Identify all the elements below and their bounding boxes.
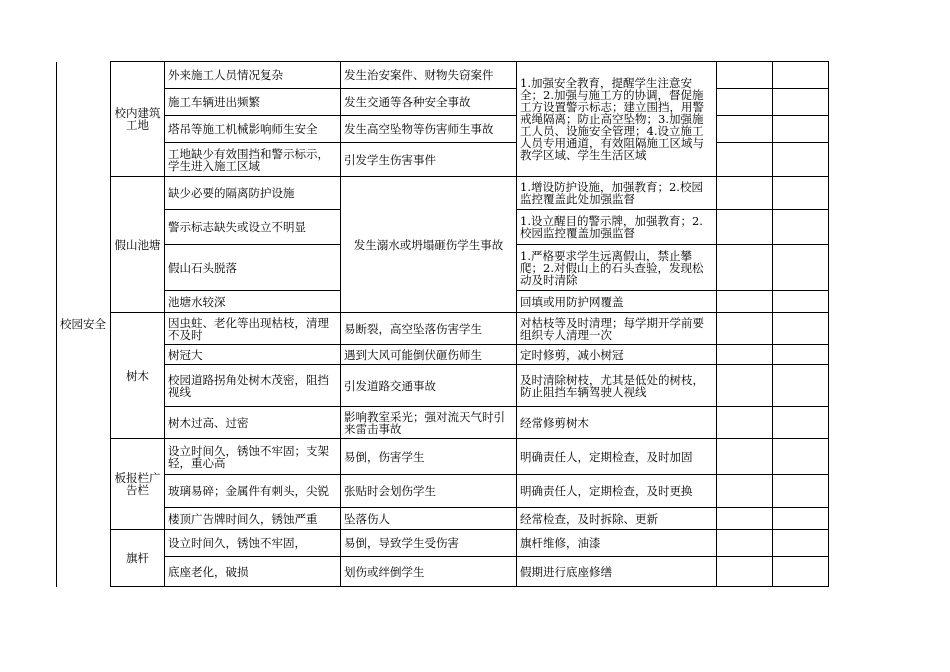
blank-cell: [773, 291, 829, 313]
table-row: [57, 62, 877, 89]
blank-cell: [773, 407, 829, 439]
measure-cell: 1.设立醒目的警示牌，加强教育；2.校园监控覆盖加强监督: [517, 210, 717, 245]
measure-cell: 经常检查，及时拆除、更新: [517, 508, 717, 530]
blank-cell: [773, 313, 829, 345]
blank-cell: [773, 365, 829, 407]
risk-cell: 引发学生伤害事件: [341, 143, 517, 177]
table-row: [57, 557, 877, 587]
table-row: [57, 345, 877, 365]
hazard-cell: 池塘水较深: [165, 291, 341, 313]
table-row: [57, 177, 877, 210]
measure-cell: 定时修剪，减小树冠: [517, 345, 717, 365]
risk-cell: 发生治安案件、财物失窃案件: [341, 62, 517, 89]
measure-cell: 回填或用防护网覆盖: [517, 291, 717, 313]
hazard-cell: 底座老化，破损: [165, 557, 341, 587]
hazard-cell: 树木过高、过密: [165, 407, 341, 439]
category-flagpole: 旗杆: [111, 530, 165, 587]
risk-cell: 发生高空坠物等伤害师生事故: [341, 116, 517, 143]
category-trees: 树木: [111, 313, 165, 439]
risk-cell: 张贴时会划伤学生: [341, 475, 517, 508]
risk-cell: 发生交通等各种安全事故: [341, 89, 517, 116]
measure-cell: 旗杆维修，油漆: [517, 530, 717, 557]
risk-cell: 遇到大风可能倒伏砸伤师生: [341, 345, 517, 365]
blank-cell: [773, 116, 829, 143]
blank-cell: [717, 116, 773, 143]
section-label: 校园安全: [57, 62, 111, 587]
measure-cell: 1.增设防护设施，加强教育；2.校园监控覆盖此处加强监督: [517, 177, 717, 210]
hazard-cell: 施工车辆进出频繁: [165, 89, 341, 116]
blank-cell: [717, 530, 773, 557]
blank-cell: [773, 508, 829, 530]
blank-cell: [773, 210, 829, 245]
blank-cell: [773, 89, 829, 116]
table-row: [57, 508, 877, 530]
blank-cell: [717, 177, 773, 210]
measure-cell: 明确责任人，定期检查，及时更换: [517, 475, 717, 508]
table-row: [57, 439, 877, 475]
blank-cell: [773, 62, 829, 89]
blank-cell: [773, 345, 829, 365]
table-row: [57, 89, 877, 116]
blank-cell: [717, 345, 773, 365]
measure-cell: 1.严格要求学生远离假山，禁止攀爬；2.对假山上的石头查验，发现松动及时清除: [517, 245, 717, 291]
hazard-cell: 塔吊等施工机械影响师生安全: [165, 116, 341, 143]
blank-cell: [717, 89, 773, 116]
blank-cell: [717, 143, 773, 177]
hazard-cell: 设立时间久，锈蚀不牢固；支架轻，重心高: [165, 439, 341, 475]
blank-cell: [773, 439, 829, 475]
blank-cell: [717, 475, 773, 508]
blank-cell: [773, 475, 829, 508]
blank-cell: [773, 245, 829, 291]
blank-cell: [773, 177, 829, 210]
hazard-cell: 工地缺少有效围挡和警示标示，学生进入施工区域: [165, 143, 341, 177]
category-boards: 板报栏广告栏: [111, 439, 165, 530]
hazard-cell: 楼顶广告牌时间久，锈蚀严重: [165, 508, 341, 530]
hazard-cell: 树冠大: [165, 345, 341, 365]
blank-cell: [773, 530, 829, 557]
blank-cell: [717, 407, 773, 439]
blank-cell: [717, 210, 773, 245]
hazard-cell: 假山石头脱落: [165, 245, 341, 291]
table-row: [57, 475, 877, 508]
risk-cell: 易断裂，高空坠落伤害学生: [341, 313, 517, 345]
table-row: [57, 530, 877, 557]
measure-cell: 假期进行底座修缮: [517, 557, 717, 587]
risk-cell-rockery: 发生溺水或坍塌砸伤学生事故: [341, 177, 517, 313]
measure-cell: 及时清除树枝，尤其是低处的树枝，防止阻挡车辆驾驶人视线: [517, 365, 717, 407]
category-construction: 校内建筑工地: [111, 62, 165, 177]
blank-cell: [773, 557, 829, 587]
table-row: [57, 313, 877, 345]
hazard-cell: 因虫蛀、老化等出现枯枝，清理不及时: [165, 313, 341, 345]
hazard-cell: 设立时间久，锈蚀不牢固，: [165, 530, 341, 557]
risk-cell: 影响教室采光；强对流天气时引来雷击事故: [341, 407, 517, 439]
risk-table: [56, 61, 877, 587]
table-row: [57, 116, 877, 143]
measure-cell: 经常修剪树木: [517, 407, 717, 439]
hazard-cell: 外来施工人员情况复杂: [165, 62, 341, 89]
risk-cell: 易倒，伤害学生: [341, 439, 517, 475]
risk-cell: 坠落伤人: [341, 508, 517, 530]
blank-cell: [717, 508, 773, 530]
blank-cell: [717, 439, 773, 475]
blank-cell: [717, 365, 773, 407]
risk-cell: 划伤或绊倒学生: [341, 557, 517, 587]
measure-cell: 明确责任人，定期检查，及时加固: [517, 439, 717, 475]
hazard-cell: 警示标志缺失或设立不明显: [165, 210, 341, 245]
risk-table-sheet: [56, 61, 877, 587]
measure-cell-construction: 1.加强安全教育，提醒学生注意安全；2.加强与施工方的协调，督促施工方设置警示标志；建立围挡，用警戒绳隔离；防止高空坠物；3.加强施工人员、设施安全管理；4.设立施工人员专用通道，有效阻隔施工区域与教学区域、学生生活区域: [517, 62, 717, 177]
hazard-cell: 缺少必要的隔离防护设施: [165, 177, 341, 210]
hazard-cell: 校园道路拐角处树木茂密，阻挡视线: [165, 365, 341, 407]
measure-cell: 对枯枝等及时清理；每学期开学前要组织专人清理一次: [517, 313, 717, 345]
hazard-cell: 玻璃易碎；金属件有刺头，尖锐: [165, 475, 341, 508]
category-rockery: 假山池塘: [111, 177, 165, 313]
blank-cell: [717, 62, 773, 89]
blank-cell: [773, 143, 829, 177]
blank-cell: [717, 245, 773, 291]
table-row: [57, 407, 877, 439]
table-row: [57, 365, 877, 407]
blank-cell: [717, 313, 773, 345]
table-row: [57, 143, 877, 177]
risk-cell: 引发道路交通事故: [341, 365, 517, 407]
blank-cell: [717, 557, 773, 587]
risk-cell: 易倒，导致学生受伤害: [341, 530, 517, 557]
blank-cell: [717, 291, 773, 313]
